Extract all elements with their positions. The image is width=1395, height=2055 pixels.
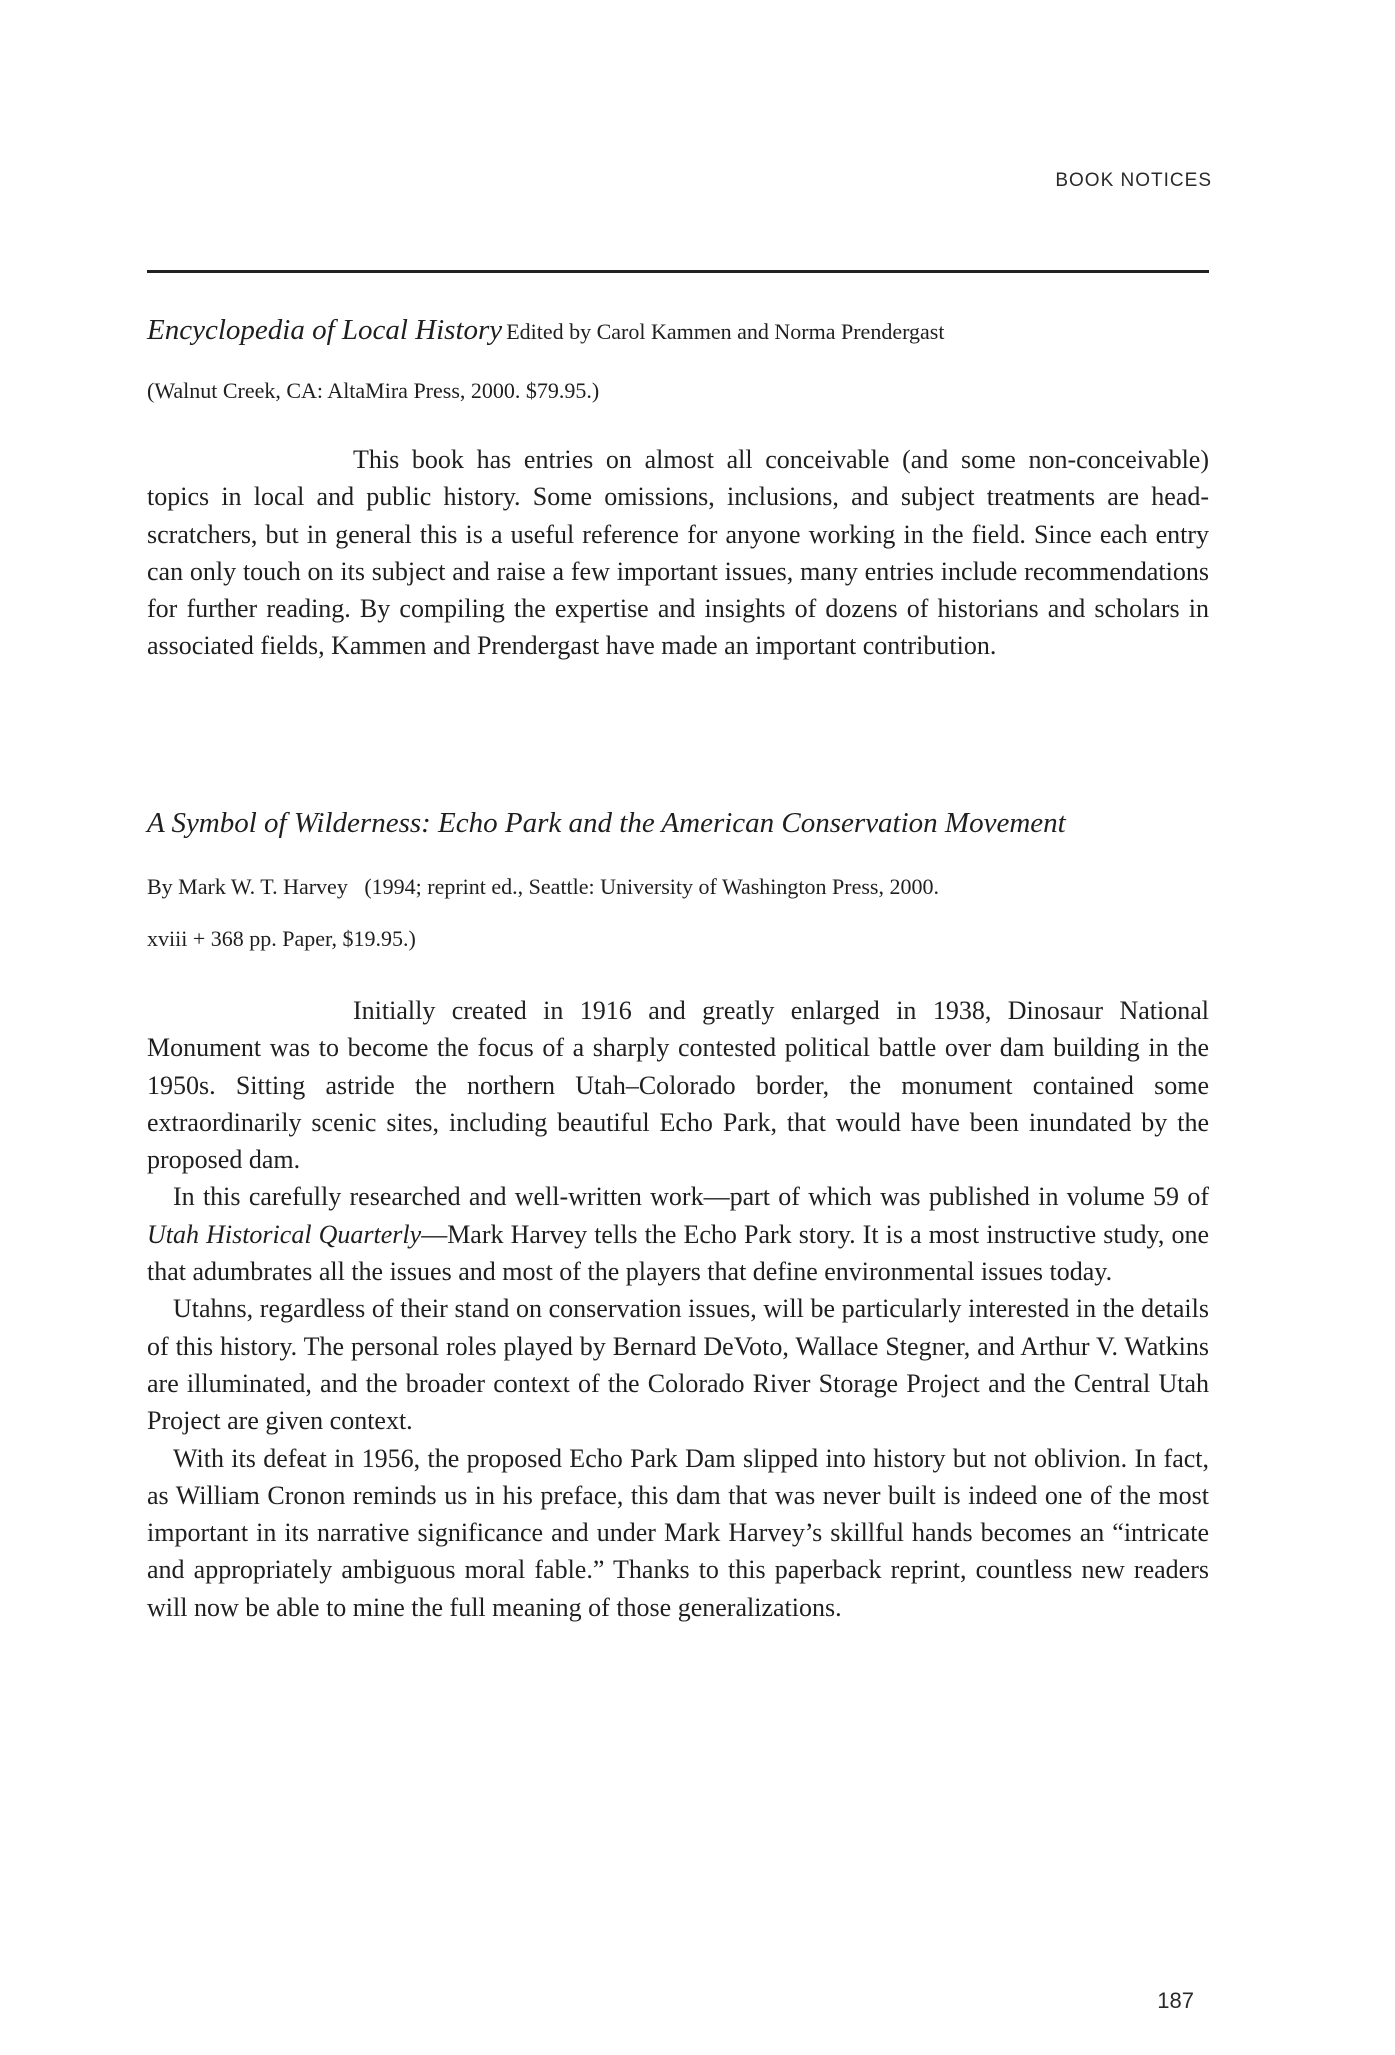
review-paragraph	[147, 1178, 1209, 1290]
review-body	[147, 441, 1209, 665]
review-paragraph: Initially created in 1916 and greatly enlarged in 1938, Dinosaur National Monument was to become the focus of a sharply contested political battle over dam building in the 1950s. Sitting astride the northern Utah–Colorado border, the monument contained some extraordinarily scenic sites, including beautiful Echo Park, that would have been inundated by the proposed dam.	[147, 996, 1209, 1175]
paragraph-text: In this carefully researched and well-written work—part of which was published in volume 59 of	[173, 1182, 1209, 1212]
review-body	[147, 992, 1209, 1626]
publication-info	[147, 872, 1209, 902]
book-notice-1	[147, 315, 1209, 665]
book-notice-2	[147, 808, 1209, 1626]
book-byline: By Mark W. T. Harvey	[147, 874, 348, 899]
book-title: A Symbol of Wilderness: Echo Park and the American Conservation Movement	[147, 807, 1066, 839]
publication-info: (Walnut Creek, CA: AltaMira Press, 2000. $79.95.)	[147, 378, 600, 403]
book-notice-header	[147, 315, 1209, 350]
book-title: Encyclopedia of Local History	[147, 314, 503, 346]
running-head: BOOK NOTICES	[1055, 170, 1212, 191]
paragraph-text: —Mark Harvey tells the Echo Park story. It is a most instructive study, one that adumbrates all the issues and most of the players that define environmental issues today.	[147, 1219, 1209, 1287]
header-rule	[147, 270, 1209, 273]
book-notice-header	[147, 808, 1209, 843]
publication-details-continued: xviii + 368 pp. Paper, $19.95.)	[147, 926, 416, 951]
journal-title: Utah Historical Quarterly	[147, 1219, 422, 1249]
page-number: 187	[1157, 1988, 1194, 2013]
review-paragraph: This book has entries on almost all conceivable (and some non-conceivable) topics in local and public history. Some omissions, inclusions, and subject treatments are head-scratchers, but in general this is a useful reference for anyone working in the field. Since each entry can only touch on its subject and raise a few important issues, many entries include recommendations for further reading. By compiling the expertise and insights of dozens of historians and scholars in associated fields, Kammen and Prendergast have made an important contribution.	[147, 445, 1209, 661]
publication-details: (1994; reprint ed., Seattle: University of Washington Press, 2000.	[364, 874, 939, 899]
book-byline: Edited by Carol Kammen and Norma Prendergast	[506, 319, 945, 344]
review-paragraph: With its defeat in 1956, the proposed Echo Park Dam slipped into history but not oblivion. In fact, as William Cronon reminds us in his preface, this dam that was never built is indeed one of the most important in its narrative significance and under Mark Harvey’s skillful hands becomes an “intricate and appropriately ambiguous moral fable.” Thanks to this paperback reprint, countless new readers will now be able to mine the full meaning of those generalizations.	[147, 1443, 1209, 1622]
review-paragraph: Utahns, regardless of their stand on conservation issues, will be particularly interested in the details of this history. The personal roles played by Bernard DeVoto, Wallace Stegner, and Arthur V. Watkins are illuminated, and the broader context of the Colorado River Storage Project and the Central Utah Project are given context.	[147, 1294, 1209, 1436]
